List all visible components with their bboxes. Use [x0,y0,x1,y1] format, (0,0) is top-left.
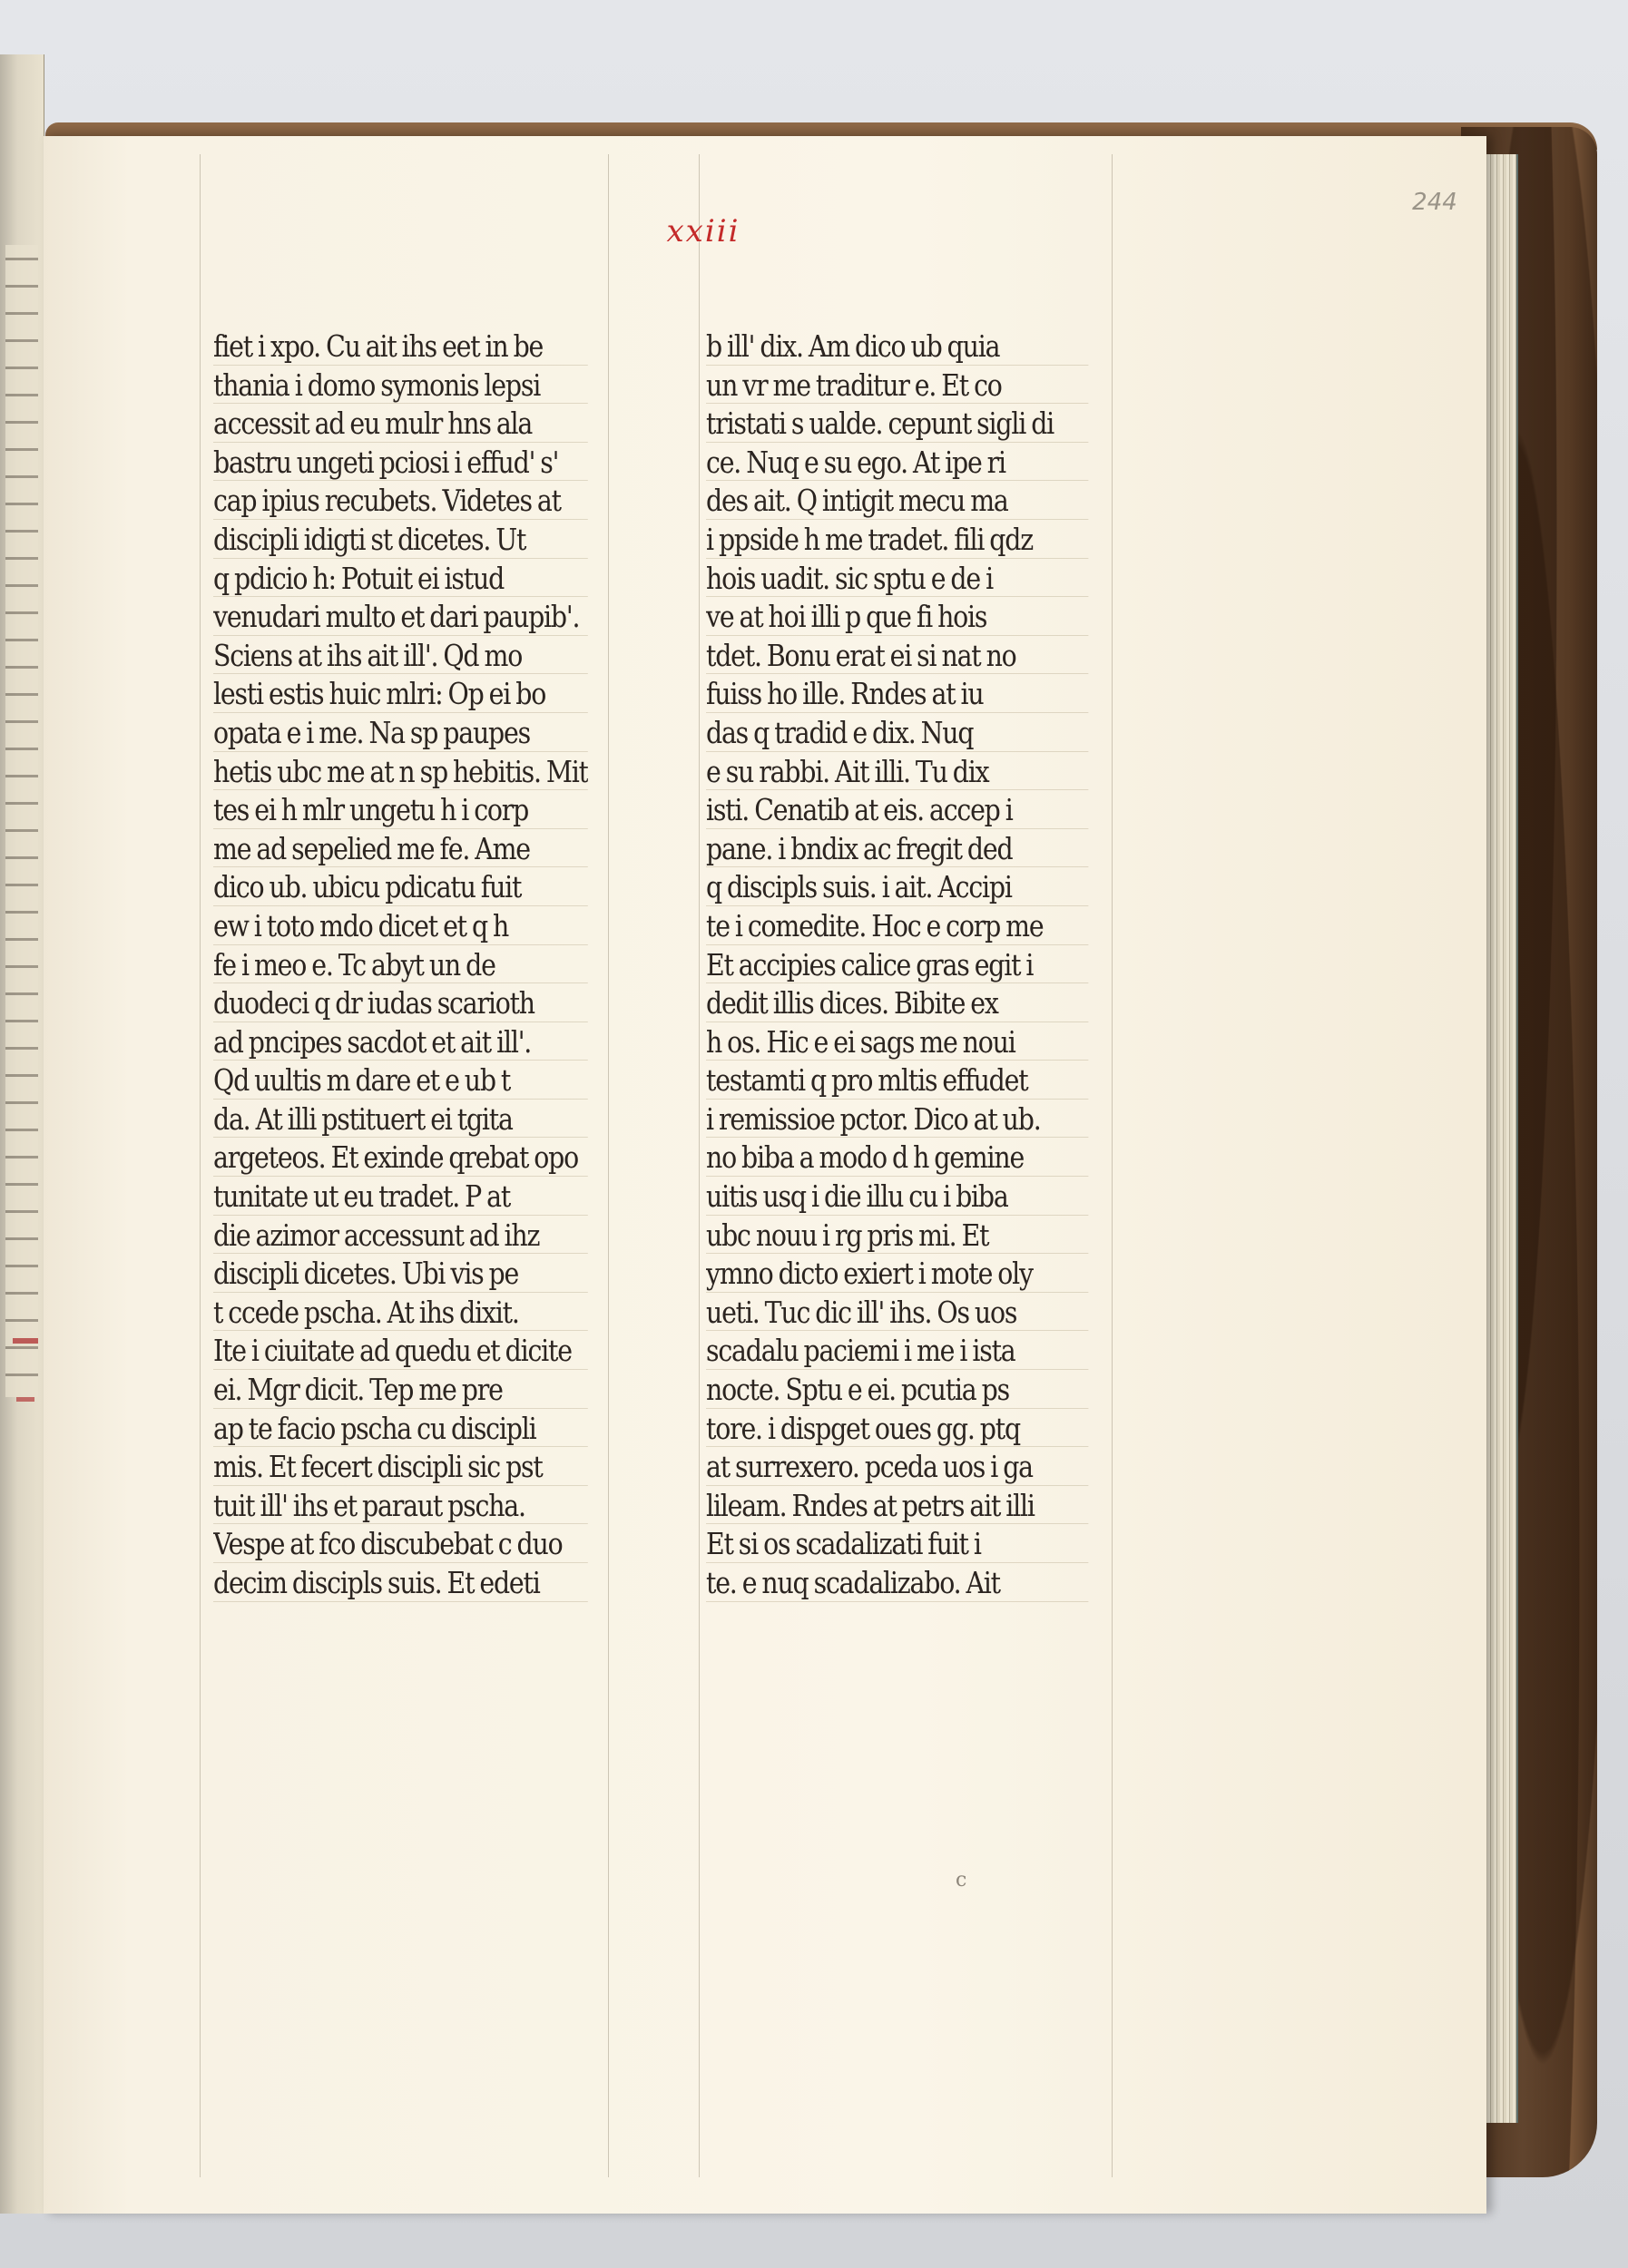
text-line: testamti q pro mltis effudet [706,1061,1088,1100]
text-line: dedit illis dices. Bibite ex [706,983,1088,1022]
manuscript-page [44,136,1486,2214]
text-line: te. e nuq scadalizabo. Ait [706,1563,1088,1602]
text-column-right [706,327,1151,1602]
text-line: scadalu paciemi i me i ista [706,1331,1088,1370]
text-line: uitis usq i die illu cu i biba [706,1177,1088,1216]
text-line: t ccede pscha. At ihs dixit. [213,1293,588,1332]
text-line: te i comedite. Hoc e corp me [706,906,1088,945]
text-line: thania i domo symonis lepsi [213,366,588,405]
text-line: i remissioe pctor. Dico at ub. [706,1100,1088,1139]
text-line: die azimor accessunt ad ihz [213,1216,588,1255]
facing-page-rubric-mark [13,1338,38,1344]
text-line: discipli idigti st dicetes. Ut [213,520,588,559]
text-line: ubc nouu i rg pris mi. Et [706,1216,1088,1255]
text-line: venudari multo et dari paupib'. [213,597,588,636]
text-line: ueti. Tuc dic ill' ihs. Os uos [706,1293,1088,1332]
text-line: ymno dicto exiert i mote oly [706,1254,1088,1293]
text-column-left [213,327,649,1602]
text-line: Sciens at ihs ait ill'. Qd mo [213,636,588,675]
text-line: des ait. Q intigit mecu ma [706,481,1088,520]
text-line: Qd uultis m dare et e ub t [213,1061,588,1100]
text-line: argeteos. Et exinde qrebat opo [213,1138,588,1177]
text-line: q pdicio h: Potuit ei istud [213,559,588,598]
text-line: das q tradid e dix. Nuq [706,713,1088,752]
text-line: cap ipius recubets. Videtes at [213,481,588,520]
text-line: Et si os scadalizati fuit i [706,1524,1088,1563]
text-line: bastru ungeti pciosi i effud' s' [213,443,588,482]
text-line: discipli dicetes. Ubi vis pe [213,1254,588,1293]
text-line: tristati s ualde. cepunt sigli di [706,404,1088,443]
text-line: ce. Nuq e su ego. At ipe ri [706,443,1088,482]
text-line: Et accipies calice gras egit i [706,945,1088,984]
text-line: ap te facio pscha cu discipli [213,1409,588,1448]
text-line: q discipls suis. i ait. Accipi [706,867,1088,906]
text-line: hois uadit. sic sptu e de i [706,559,1088,598]
facing-page-text-lines [5,245,38,1397]
catchword: c [956,1869,967,1892]
text-line: tuit ill' ihs et paraut pscha. [213,1486,588,1525]
folio-number: 244 [1412,189,1457,216]
text-line: tes ei h mlr ungetu h i corp [213,790,588,829]
text-line: tdet. Bonu erat ei si nat no [706,636,1088,675]
text-line: fe i meo e. Tc abyt un de [213,945,588,984]
text-line: lesti estis huic mlri: Op ei bo [213,674,588,713]
text-line: nocte. Sptu e ei. pcutia ps [706,1370,1088,1409]
text-line: tore. i dispget oues gg. ptq [706,1409,1088,1448]
text-line: no biba a modo d h gemine [706,1138,1088,1177]
text-line: mis. Et fecert discipli sic pst [213,1447,588,1486]
text-line: tunitate ut eu tradet. P at [213,1177,588,1216]
text-line: at surrexero. pceda uos i ga [706,1447,1088,1486]
text-line: ad pncipes sacdot et ait ill'. [213,1022,588,1061]
text-line: ei. Mgr dicit. Tep me pre [213,1370,588,1409]
text-line: ve at hoi illi p que fi hois [706,597,1088,636]
text-line: pane. i bndix ac fregit ded [706,829,1088,868]
text-line: me ad sepelied me fe. Ame [213,829,588,868]
text-line: duodeci q dr iudas scarioth [213,983,588,1022]
text-line: opata e i me. Na sp paupes [213,713,588,752]
text-line: hetis ubc me at n sp hebitis. Mit [213,753,588,789]
text-line: e su rabbi. Ait illi. Tu dix [706,752,1088,791]
text-line: un vr me traditur e. Et co [706,366,1088,405]
text-line: dico ub. ubicu pdicatu fuit [213,867,588,906]
text-line: Vespe at fco discubebat c duo [213,1524,588,1563]
facing-page-rubric-mark [16,1397,34,1402]
text-line: fuiss ho ille. Rndes at iu [706,674,1088,713]
text-line: da. At illi pstituert ei tgita [213,1100,588,1139]
text-line: ew i toto mdo dicet et q h [213,906,588,945]
text-line: fiet i xpo. Cu ait ihs eet in be [213,327,588,366]
chapter-number: xxiii [666,213,740,249]
facing-page-edge [0,54,44,2214]
text-line: b ill' dix. Am dico ub quia [706,327,1088,366]
text-line: lileam. Rndes at petrs ait illi [706,1486,1088,1525]
text-line: decim discipls suis. Et edeti [213,1563,588,1602]
text-line: accessit ad eu mulr hns ala [213,404,588,443]
ruling-line [200,154,201,2177]
text-line: h os. Hic e ei sags me noui [706,1022,1088,1061]
text-line: i ppside h me tradet. fili qdz [706,520,1088,559]
text-line: isti. Cenatib at eis. accep i [706,790,1088,829]
text-line: Ite i ciuitate ad quedu et dicite [213,1331,588,1370]
ruling-line [699,154,700,2177]
